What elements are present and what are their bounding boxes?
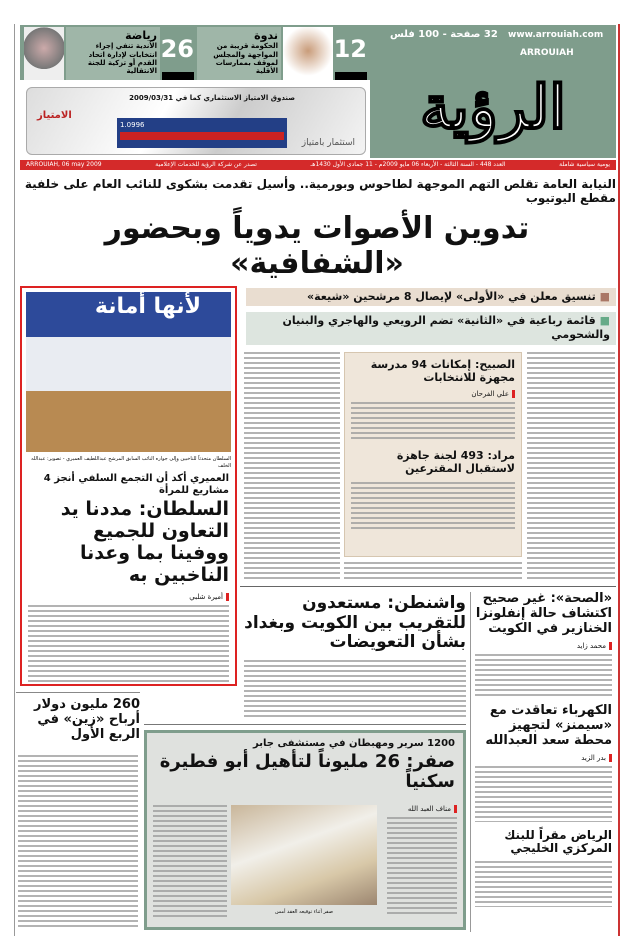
tagline: يومية سياسية شاملة <box>559 161 610 168</box>
lead-headline[interactable]: تدوين الأصوات يدوياً وبحضور «الشفافية» <box>104 211 530 281</box>
byline: مناف العبد الله <box>408 805 457 813</box>
banner-text: لأنها أمانة <box>94 294 201 319</box>
article-text <box>475 654 612 696</box>
featured-kicker: العميري أكد أن التجمع السلفي أنجز 4 مشاريع للمرأة <box>43 473 229 496</box>
box-headline-2: مراد: 493 لجنة جاهزة لاستقبال المقترعين <box>396 449 515 475</box>
teaser-page-number: 12 <box>335 27 367 80</box>
latin-date: ARROUIAH, 06 may 2009 <box>26 161 102 168</box>
logo-latin: ARROUIAH <box>520 48 574 58</box>
article-text <box>244 352 340 580</box>
teaser-seminar[interactable] <box>197 27 281 80</box>
riyadh-headline[interactable]: الرياض مقراً للبنك المركزي الخليجي <box>504 827 612 856</box>
publisher: تصدر عن شركة الرؤية للخدمات الإعلامية <box>155 161 257 168</box>
teaser-category: ندوة <box>254 29 278 42</box>
article-text <box>351 482 515 532</box>
article-text <box>18 755 138 930</box>
byline: أميرة شلبي <box>189 593 229 601</box>
article-text <box>244 660 466 720</box>
subhead-text: تنسيق معلن في «الأولى» لإيصال 8 مرشحين «شيعة» <box>307 290 596 303</box>
lead-kicker[interactable]: النيابة العامة تقلص التهم الموجهة لطاحوس وبورمية.. وأسيل تقدمت بشكوى للنائب العام على خلفية مقطع اليوتيوب <box>24 177 616 205</box>
teaser-page-number: 26 <box>162 27 194 80</box>
byline: بدر الزيد <box>581 754 612 762</box>
photo-caption: السلطان متحدثاً للناخبين وإلى جواره النائب السابق المرشح عبداللطيف العميري - تصوير: عبدالله الخلف <box>31 456 231 469</box>
newspaper-logo: الرؤية <box>420 73 566 143</box>
hospital-photo <box>231 805 377 905</box>
bullet-icon: ■ <box>595 314 610 327</box>
article-text <box>475 766 612 822</box>
hospital-kicker: 1200 سرير ومهبطان في مستشفى جابر <box>253 738 455 749</box>
ad-brand: الامتياز <box>37 110 72 121</box>
byline: محمد زايد <box>577 642 612 650</box>
box-headline-1: الصبيح: إمكانات 94 مدرسة مجهزة للانتخابات <box>370 358 515 384</box>
zain-headline[interactable]: 260 مليون دولار أرباح «زين» في الربع الأول <box>33 697 140 742</box>
ad-slogan: استثمار بامتياز <box>301 138 355 148</box>
website-url[interactable]: www.arrouiah.com <box>508 30 604 40</box>
bullet-icon: ■ <box>595 290 610 303</box>
subhead-1[interactable] <box>246 288 616 306</box>
health-headline[interactable]: «الصحة»: غير صحيح اكتشاف حالة إنفلونزا الخنازير في الكويت <box>475 591 612 636</box>
subhead-text: قائمة رباعية في «الثانية» تضم الرويعي والهاجري والبنيان والشحومي <box>282 314 610 342</box>
article-text <box>28 605 229 685</box>
featured-box[interactable] <box>20 286 237 686</box>
divider <box>240 586 616 587</box>
ad-nav-table <box>117 118 287 148</box>
article-text <box>387 817 457 917</box>
teaser-text: الأندية تنفي إجراء انتخابات لإدارة اتحاد القدم أو تزكية للجنة الانتقالية <box>87 42 157 76</box>
dateline-bar <box>20 160 616 170</box>
article-text <box>527 352 615 580</box>
washington-headline[interactable]: واشنطن: مستعدون للتقريب بين الكويت وبغداد بشأن التعويضات <box>244 593 466 653</box>
photo-caption: صفر أثناء توقيعه العقد أمس <box>275 909 333 915</box>
pages-price: 32 صفحة - 100 فلس <box>390 29 498 40</box>
divider <box>16 692 140 693</box>
divider <box>144 724 466 725</box>
article-text <box>475 861 612 907</box>
article-text <box>351 402 515 442</box>
seminar-photo <box>283 27 333 80</box>
teaser-sports[interactable] <box>66 27 160 80</box>
hospital-box[interactable] <box>144 730 466 930</box>
box-story[interactable] <box>344 352 522 557</box>
subhead-2[interactable] <box>246 312 616 345</box>
right-column <box>470 592 616 932</box>
teaser-text: الحكومة قريبة من المواجهة والمجلس لموقف بممارسات الأقلية <box>213 42 278 76</box>
ad-title: صندوق الامتياز الاستثماري كما في 2009/03/31 <box>129 94 295 102</box>
sports-photo <box>24 27 64 80</box>
issue-info: العدد 448 - السنة الثالثة - الأربعاء 06 مايو 2009م - 11 جمادى الأول 1430هـ <box>310 161 506 168</box>
byline: علي الفرحان <box>471 390 515 398</box>
hospital-headline: صفر: 26 مليوناً لتأهيل أبو فطيرة سكنياً <box>159 750 455 793</box>
teaser-category: رياضة <box>125 29 157 42</box>
article-text <box>153 805 227 920</box>
advertisement[interactable] <box>26 87 366 155</box>
ad-nav-value: 1.0996 <box>120 121 145 129</box>
electricity-headline[interactable]: الكهرباء تعاقدت مع «سيمنز» لتجهيز محطة سعد العبدالله <box>485 702 612 748</box>
featured-photo <box>26 292 231 452</box>
article-text <box>344 562 522 582</box>
featured-headline: السلطان: مددنا يد التعاون للجميع ووفينا بما وعدنا الناخبين به <box>60 498 229 586</box>
